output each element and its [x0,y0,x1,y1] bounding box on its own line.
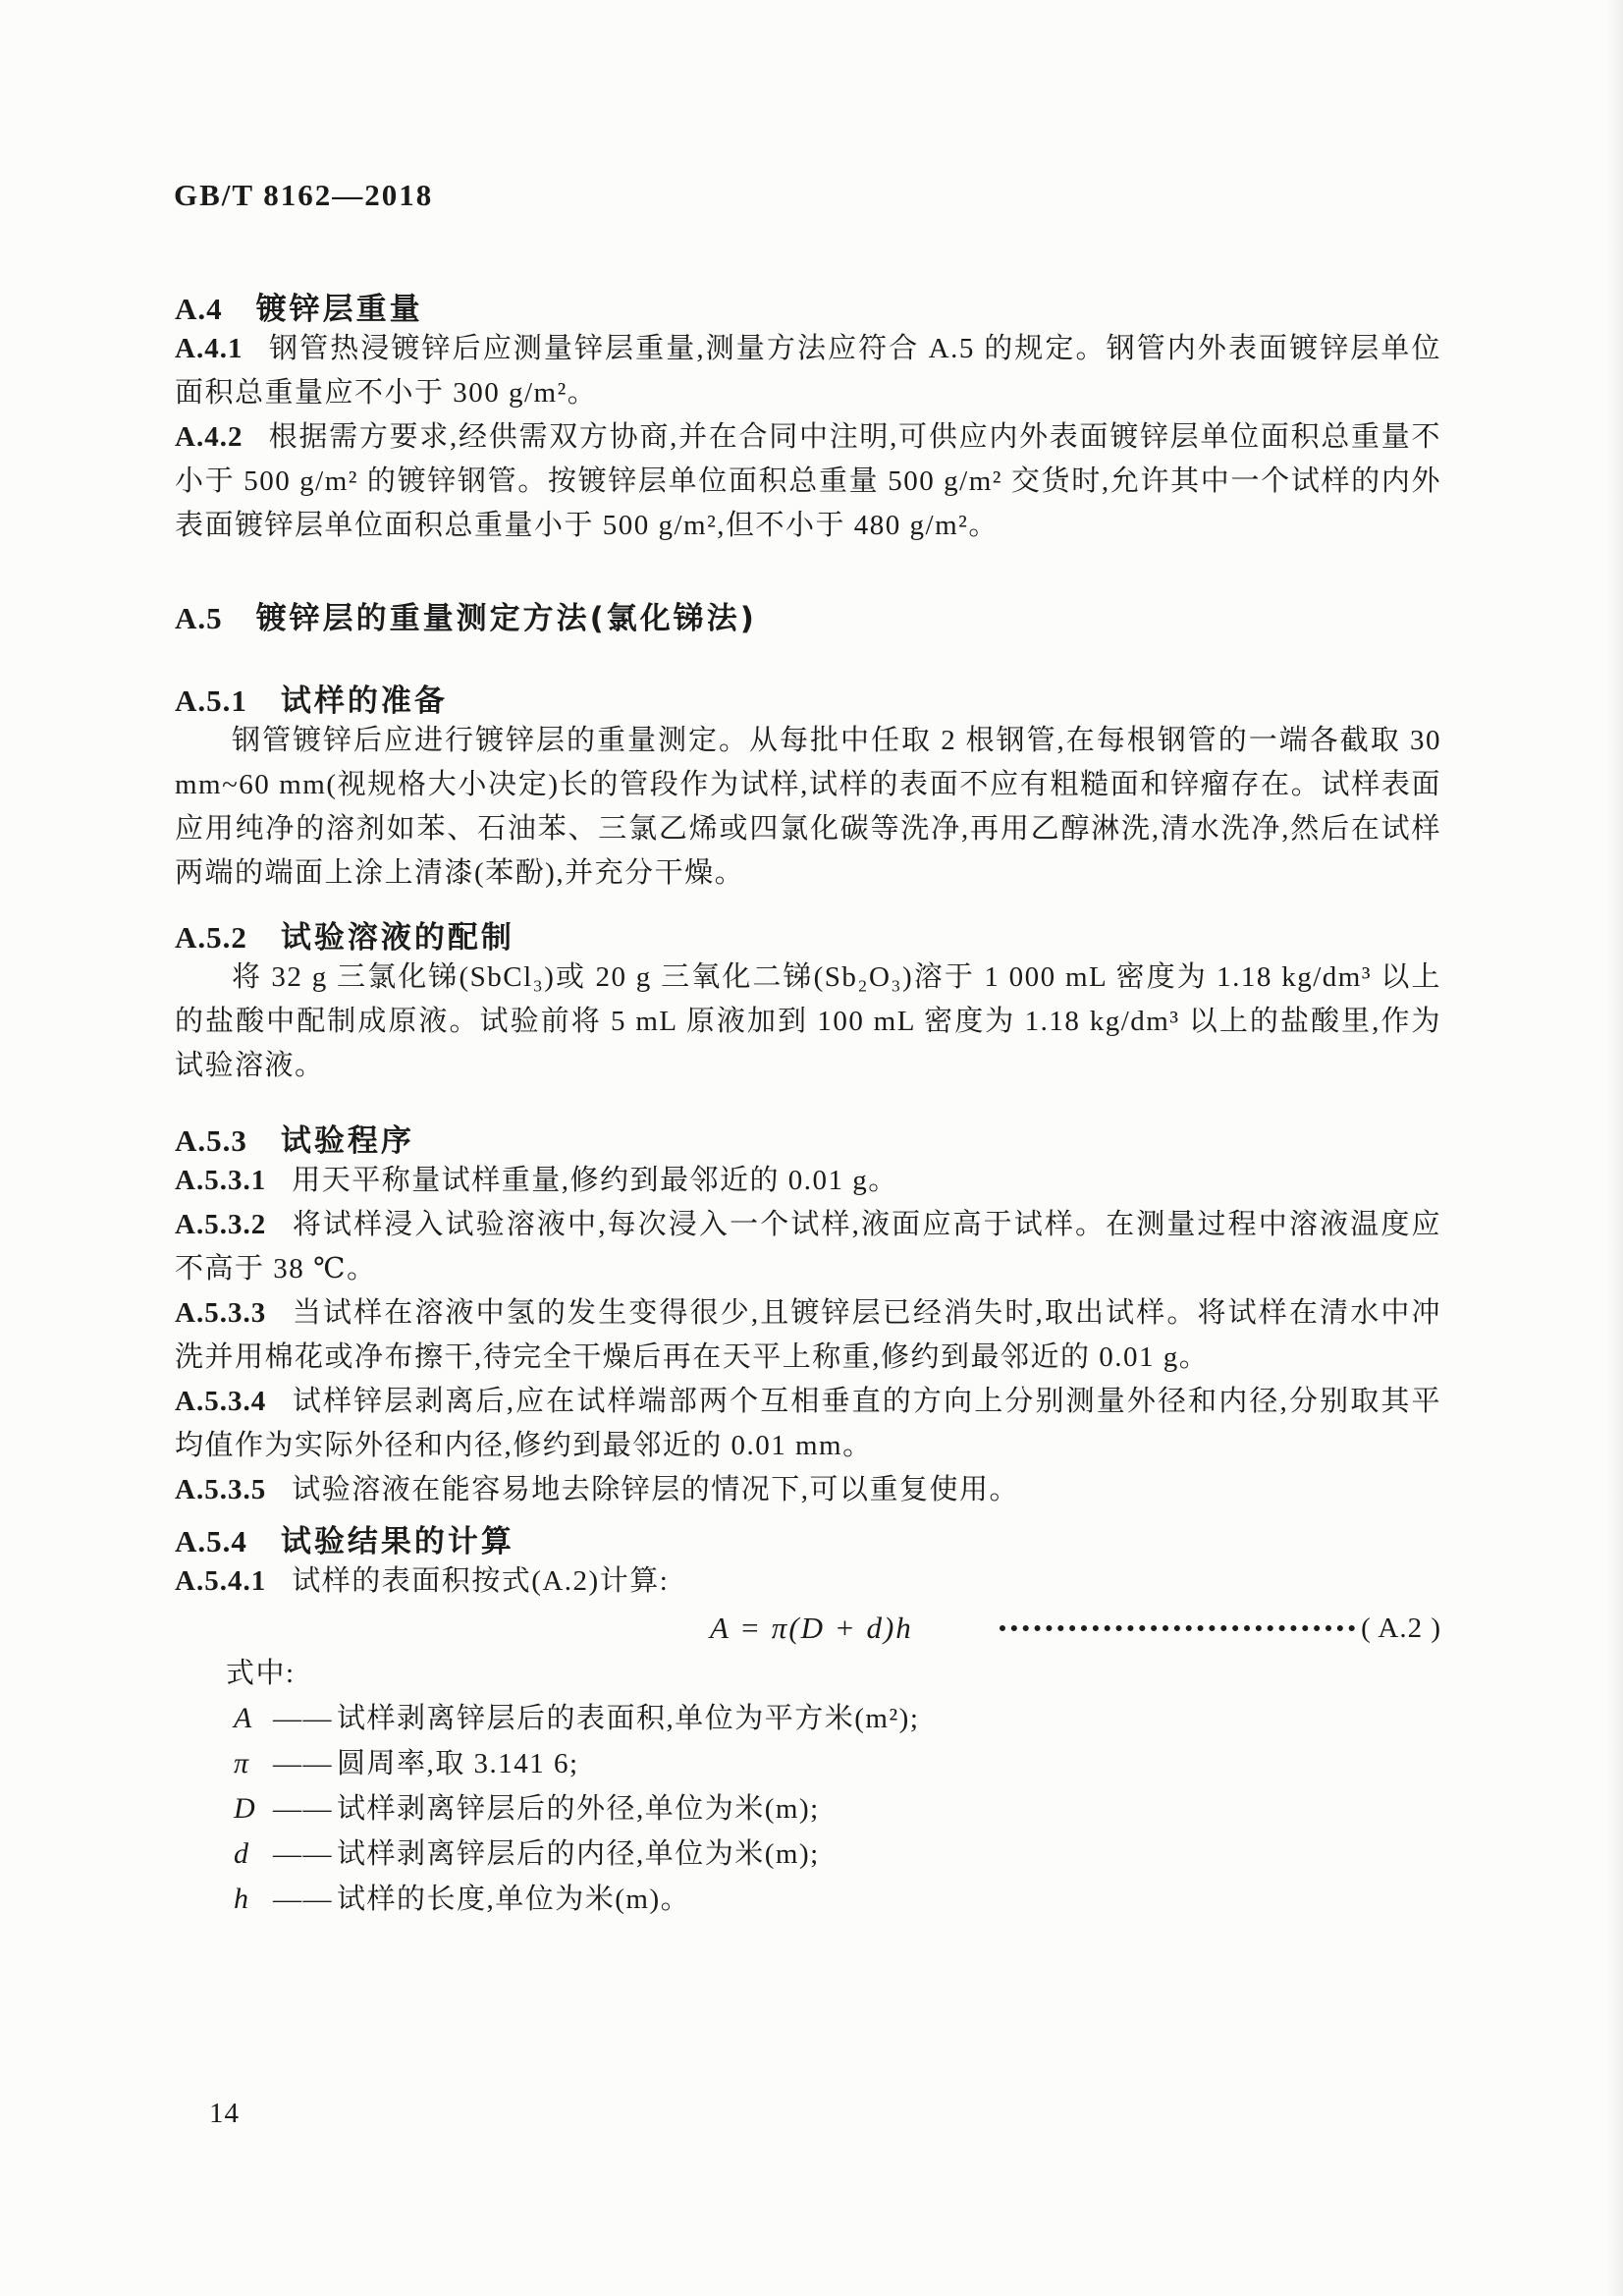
section-title: 镀锌层重量 [255,292,423,327]
definition-row-pi [234,1741,1441,1786]
dotted-leader [1000,1625,1355,1631]
definition-text: 圆周率,取 3.141 6; [337,1748,579,1779]
where-label: 式中: [226,1658,296,1689]
clause-a535 [175,1468,1441,1512]
paragraph-text: 将 32 g 三氯化锑(SbCl₃)或 20 g 三氧化二锑(Sb₂O₃)溶于 1 000 mL 密度为 1.18 kg/dm³ 以上的盐酸中配制成原液。试验前将 5 mL 原液加到 100 mL 密度为 1.18 kg/dm³ 以上的盐酸里,作为试验溶液。 [175,961,1441,1081]
section-number: A.4 [175,292,223,326]
subsection-title: 试验程序 [280,1123,414,1159]
subsection-heading-a52 [175,920,1441,956]
clause-number: A.5.4.1 [175,1565,267,1597]
clause-number: A.5.3.1 [175,1165,267,1196]
definition-text: 试样剥离锌层后的外径,单位为米(m); [337,1793,820,1825]
clause-text: 用天平称量试样重量,修约到最邻近的 0.01 g。 [292,1165,898,1196]
symbol-definition-list [175,1696,1441,1922]
clause-number: A.4.1 [175,333,243,364]
subsection-title: 试样的准备 [280,683,448,719]
clause-number: A.4.2 [175,421,243,453]
clause-text: 试验溶液在能容易地去除锌层的情况下,可以重复使用。 [292,1474,1019,1505]
subsection-title: 试验溶液的配制 [280,920,514,956]
page-number: 14 [209,2098,240,2129]
symbol: d [234,1837,250,1870]
definition-dash: —— [273,1838,333,1870]
clause-number: A.5.3.2 [175,1209,267,1240]
section-title: 镀锌层的重量测定方法(氯化锑法) [255,601,757,636]
subsection-number: A.5.2 [175,920,247,955]
clause-a531 [175,1159,1441,1203]
definition-row-A [234,1696,1441,1741]
clause-a534 [175,1380,1441,1468]
clause-a541 [175,1559,1441,1604]
definition-text: 试样剥离锌层后的表面积,单位为平方米(m²); [337,1703,920,1734]
clause-a42 [175,415,1441,548]
definition-dash: —— [273,1748,333,1779]
paragraph-text: 钢管镀锌后应进行镀锌层的重量测定。从每批中任取 2 根钢管,在每根钢管的一端各截取 30 mm~60 mm(视规格大小决定)长的管段作为试样,试样的表面不应有粗糙面和锌瘤存在。试样表面应用纯净的溶剂如苯、石油苯、三氯乙烯或四氯化碳等洗净,再用乙醇淋洗,清水洗净,然后在试样两端的端面上涂上清漆(苯酚),并充分干燥。 [175,725,1441,889]
subsection-heading-a54 [175,1524,1441,1559]
symbol: h [234,1883,250,1915]
clause-text: 当试样在溶液中氢的发生变得很少,且镀锌层已经消失时,取出试样。将试样在清水中冲洗并用棉花或净布擦干,待完全干燥后再在天平上称重,修约到最邻近的 0.01 g。 [175,1297,1441,1373]
definition-row-h [234,1877,1441,1922]
symbol: D [234,1792,257,1825]
standard-number-header: GB/T 8162—2018 [174,178,434,212]
subsection-heading-a53 [175,1123,1441,1159]
subsection-heading-a51 [175,683,1441,719]
definition-row-d [234,1831,1441,1877]
formula-label: ( A.2 ) [1361,1612,1441,1644]
definition-text: 试样剥离锌层后的内径,单位为米(m); [337,1838,820,1870]
paragraph-a51 [175,719,1441,896]
definition-dash: —— [273,1793,333,1825]
definition-text: 试样的长度,单位为米(m)。 [337,1884,691,1915]
symbol: π [234,1747,250,1779]
clause-number: A.5.3.4 [175,1386,267,1417]
scan-edge-shadow [1607,0,1623,2296]
subsection-number: A.5.3 [175,1123,247,1158]
definition-row-D [234,1786,1441,1831]
clause-text: 试样的表面积按式(A.2)计算: [292,1565,670,1597]
subsection-title: 试验结果的计算 [280,1524,514,1559]
definition-dash: —— [273,1703,333,1734]
definition-dash: —— [273,1884,333,1915]
clause-text: 将试样浸入试验溶液中,每次浸入一个试样,液面应高于试样。在测量过程中溶液温度应不高于 38 ℃。 [175,1209,1441,1285]
formula-a2 [175,1606,1441,1651]
clause-text: 试样锌层剥离后,应在试样端部两个互相垂直的方向上分别测量外径和内径,分别取其平均值作为实际外径和内径,修约到最邻近的 0.01 mm。 [175,1386,1441,1461]
section-heading-a5 [175,601,1441,636]
document-content [175,0,1441,1922]
section-number: A.5 [175,601,223,635]
subsection-number: A.5.1 [175,683,247,718]
clause-text: 根据需方要求,经供需双方协商,并在合同中注明,可供应内外表面镀锌层单位面积总重量不小于 500 g/m² 的镀锌钢管。按镀锌层单位面积总重量 500 g/m² 交货时,允许其中一个试样的内外表面镀锌层单位面积总重量小于 500 g/m²,但不小于 480 g/m²。 [175,421,1441,541]
formula-expression: A = π(D + d)h [710,1611,913,1645]
section-heading-a4 [175,292,1441,327]
symbol: A [234,1702,253,1734]
clause-number: A.5.3.5 [175,1474,267,1505]
subsection-number: A.5.4 [175,1524,247,1558]
clause-a533 [175,1291,1441,1380]
paragraph-a52 [175,956,1441,1088]
clause-number: A.5.3.3 [175,1297,267,1329]
clause-a532 [175,1203,1441,1291]
clause-a41 [175,327,1441,415]
clause-text: 钢管热浸镀锌后应测量锌层重量,测量方法应符合 A.5 的规定。钢管内外表面镀锌层单位面积总重量应不小于 300 g/m²。 [175,333,1441,409]
